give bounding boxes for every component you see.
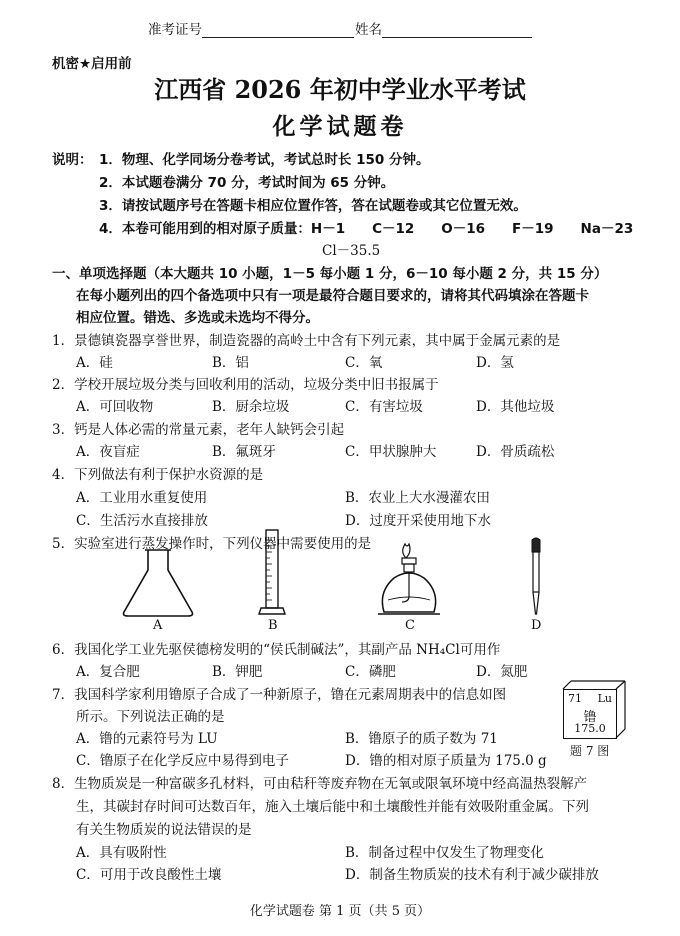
name-field	[355, 18, 532, 38]
option-b: B．制备过程中仅发生了物理变化	[345, 845, 544, 861]
option-d: D．过度开采使用地下水	[345, 513, 491, 529]
exam-id-blank	[202, 23, 354, 38]
option-c: C．镥原子在化学反应中易得到电子	[76, 753, 289, 769]
section-heading: 一、单项选择题（本大题共 10 小题，1－5 每小题 1 分，6－10 每小题 2 分，共 15 分）	[52, 266, 608, 282]
exam-id-field	[148, 18, 354, 38]
option-b: B．农业上大水漫灌农田	[345, 490, 490, 506]
exam-id-label: 准考证号	[148, 22, 202, 38]
name-label: 姓名	[355, 22, 382, 38]
option-a: A．硅	[76, 355, 113, 371]
question-stem-cont: 有关生物质炭的说法错误的是	[76, 822, 252, 838]
option-d-label: D	[531, 618, 542, 633]
note-item: 4．本卷可能用到的相对原子质量：H－1 C－12 O－16 F－19 Na－23	[99, 221, 634, 237]
note-item: 3．请按试题序号在答题卡相应位置作答，答在试题卷或其它位置无效。	[99, 198, 527, 214]
option-d: D．氮肥	[476, 664, 528, 680]
figure-caption: 题 7 图	[570, 744, 610, 758]
element-number: 71	[568, 692, 582, 705]
option-d: D．其他垃圾	[476, 399, 555, 415]
page-footer: 化学试题卷 第 1 页（共 5 页）	[249, 904, 431, 919]
element-mass: 175.0	[574, 722, 606, 735]
section-instruction: 相应位置。错选、多选或未选均不得分。	[76, 310, 319, 326]
paper-subtitle: 化学试题卷	[272, 113, 408, 140]
graduated-cylinder-icon	[257, 528, 287, 618]
option-c: C．磷肥	[345, 664, 396, 680]
option-d: D．镥的相对原子质量为 175.0 g	[345, 753, 547, 769]
element-name: 镥	[583, 710, 597, 725]
notes-label: 说明：	[52, 152, 93, 168]
element-symbol: Lu	[597, 692, 612, 705]
option-d: D．骨质疏松	[476, 444, 555, 460]
option-a: A．具有吸附性	[76, 845, 167, 861]
note-item: 2．本试题卷满分 70 分，考试时间为 65 分钟。	[99, 175, 395, 191]
option-b: B．钾肥	[212, 664, 263, 680]
question-stem: 7．我国科学家利用镥原子合成了一种新原子，镥在元素周期表中的信息如图	[52, 687, 507, 703]
option-c: C．生活污水直接排放	[76, 513, 208, 529]
option-c: C．氧	[345, 355, 383, 371]
option-a: A．可回收物	[76, 399, 154, 415]
option-c: C．甲状腺肿大	[345, 444, 437, 460]
option-b: B．氟斑牙	[212, 444, 276, 460]
option-b: B．铝	[212, 355, 249, 371]
option-c: C．可用于改良酸性土壤	[76, 867, 222, 883]
question-stem: 3．钙是人体必需的常量元素，老年人缺钙会引起	[52, 422, 345, 438]
dropper-icon	[526, 538, 546, 618]
element-card-depth	[563, 681, 627, 741]
option-b-label: B	[268, 618, 278, 633]
option-a: A．夜盲症	[76, 444, 140, 460]
note-item-cont: Cl－35.5	[322, 243, 381, 259]
question-stem: 8．生物质炭是一种富碳多孔材料，可由秸秆等废弃物在无氧或限氧环境中经高温热裂解产	[52, 776, 588, 792]
option-d: D．氢	[476, 355, 514, 371]
option-c-label: C	[405, 618, 415, 633]
name-blank	[382, 23, 532, 38]
question-stem: 4．下列做法有利于保护水资源的是	[52, 467, 264, 483]
alcohol-lamp-icon	[376, 542, 442, 618]
question-stem-cont: 生，其碳封存时间可达数百年，施入土壤后能中和土壤酸性并能有效吸附重金属。下列	[76, 799, 589, 815]
option-a-label: A	[153, 618, 163, 633]
option-c: C．有害垃圾	[345, 399, 423, 415]
secret-label: 机密★启用前	[52, 56, 132, 72]
option-d: D．制备生物质炭的技术有利于减少碳排放	[345, 867, 599, 883]
note-item: 1．物理、化学同场分卷考试，考试总时长 150 分钟。	[99, 152, 430, 168]
question-stem: 5．实验室进行蒸发操作时，下列仪器中需要使用的是	[52, 536, 372, 552]
question-stem: 2．学校开展垃圾分类与回收利用的活动，垃圾分类中旧书报属于	[52, 377, 439, 393]
erlenmeyer-flask-icon	[118, 548, 198, 618]
option-a: A．镥的元素符号为 LU	[76, 731, 218, 747]
option-a: A．工业用水重复使用	[76, 490, 208, 506]
question-stem: 6．我国化学工业先驱侯德榜发明的“侯氏制碱法”，其副产品 NH₄Cl可用作	[52, 642, 501, 658]
question-stem-cont: 所示。下列说法正确的是	[76, 709, 225, 725]
page-title: 江西省 2026 年初中学业水平考试	[154, 75, 526, 104]
option-b: B．厨余垃圾	[212, 399, 290, 415]
option-b: B．镥原子的质子数为 71	[345, 731, 498, 747]
option-a: A．复合肥	[76, 664, 140, 680]
section-instruction: 在每小题列出的四个备选项中只有一项是最符合题目要求的，请将其代码填涂在答题卡	[76, 288, 589, 304]
question-stem: 1．景德镇瓷器享誉世界，制造瓷器的高岭土中含有下列元素，其中属于金属元素的是	[52, 333, 561, 349]
